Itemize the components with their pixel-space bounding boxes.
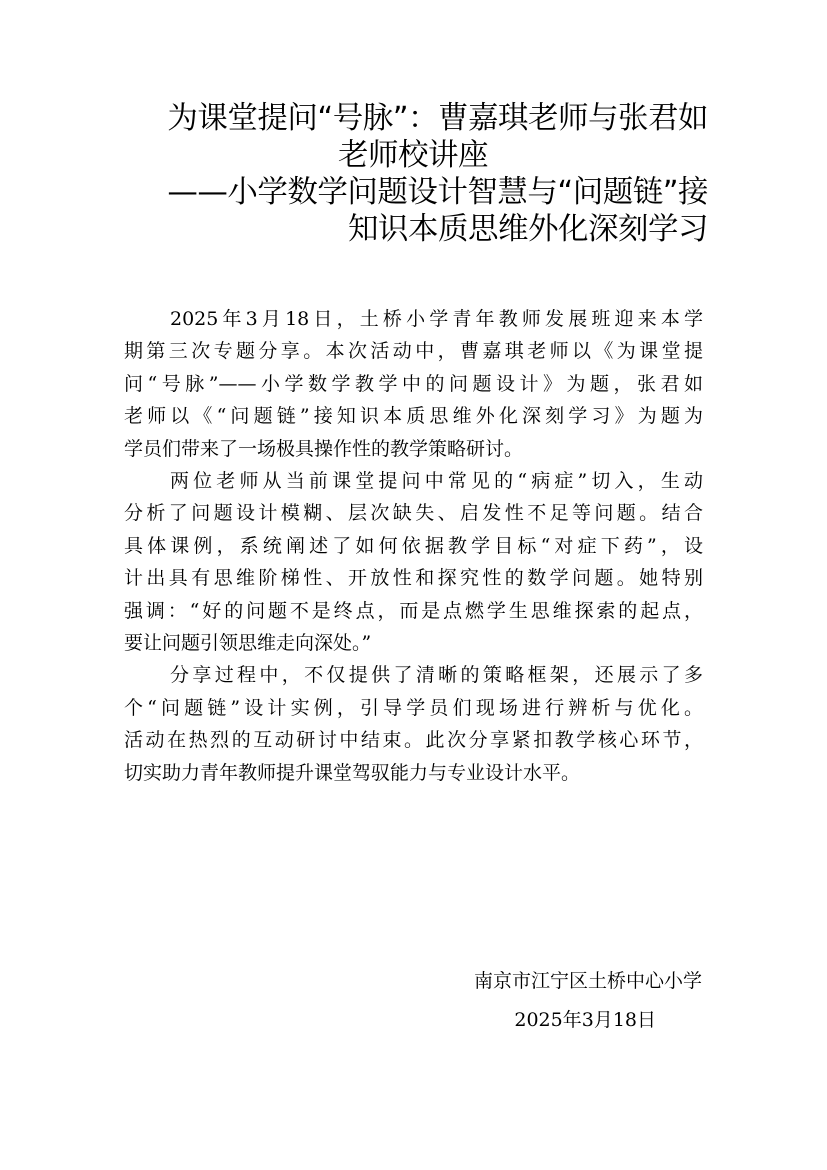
paragraph-2-line-3: 具体课例，系统阐述了如何依据教学目标“对症下药”，设 — [124, 534, 703, 557]
title-line-4: 知识本质思维外化深刻学习 — [348, 212, 708, 247]
paragraph-2-line-4: 计出具有思维阶梯性、开放性和探究性的数学问题。她特别 — [124, 567, 703, 590]
paragraph-3-line-4: 切实助力青年教师提升课堂驾驭能力与专业设计水平。 — [124, 761, 581, 784]
title-line-3: ——小学数学问题设计智慧与“问题链”接 — [167, 175, 708, 210]
title-line-2: 老师校讲座 — [338, 138, 488, 173]
paragraph-3-line-1: 分享过程中，不仅提供了清晰的策略框架，还展示了多 — [170, 664, 703, 687]
paragraph-2-line-2: 分析了问题设计模糊、层次缺失、启发性不足等问题。结合 — [124, 502, 703, 525]
paragraph-2-line-5: 强调：“好的问题不是终点，而是点燃学生思维探索的起点， — [124, 599, 703, 622]
paragraph-2-line-6: 要让问题引领思维走向深处。” — [124, 632, 372, 655]
paragraph-3-line-3: 活动在热烈的互动研讨中结束。此次分享紧扣教学核心环节， — [124, 729, 703, 752]
paragraph-3-line-2: 个“问题链”设计实例，引导学员们现场进行辨析与优化。 — [124, 696, 703, 719]
article-body — [124, 303, 703, 789]
paragraph-1-line-2: 期第三次专题分享。本次活动中，曹嘉琪老师以《为课堂提 — [124, 340, 703, 363]
paragraph-1-line-4: 老师以《“问题链”接知识本质思维外化深刻学习》为题为 — [124, 405, 703, 428]
paragraph-2-line-1: 两位老师从当前课堂提问中常见的“病症”切入，生动 — [170, 470, 703, 493]
signature-date: 2025年3月18日 — [514, 1009, 656, 1031]
document-title — [118, 100, 708, 248]
paragraph-1-line-1: 2025年3月18日，土桥小学青年教师发展班迎来本学 — [170, 308, 703, 330]
title-line-1: 为课堂提问“号脉”：曹嘉琪老师与张君如 — [167, 101, 708, 136]
paragraph-1-line-5: 学员们带来了一场极具操作性的教学策略研讨。 — [124, 437, 524, 460]
paragraph-1-line-3: 问“号脉”——小学数学教学中的问题设计》为题，张君如 — [124, 372, 703, 395]
signature-organization: 南京市江宁区土桥中心小学 — [473, 970, 702, 992]
